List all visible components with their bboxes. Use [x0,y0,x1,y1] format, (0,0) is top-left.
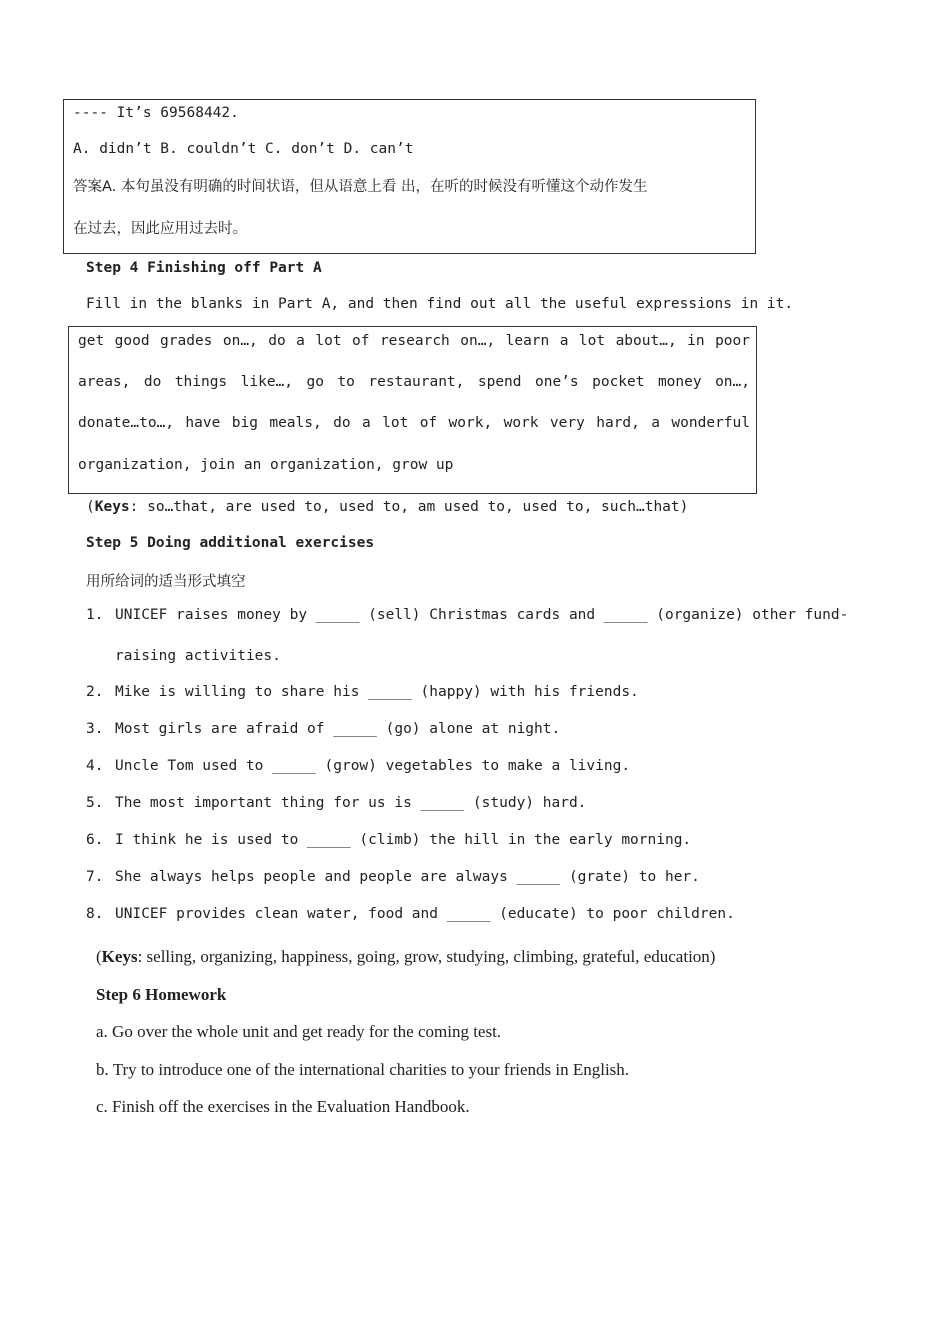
exercise-number-4: 4. [86,758,104,774]
exercise-number-8: 8. [86,906,104,922]
exercise-text-1-cont: raising activities. [115,648,281,664]
exercise-text-7: She always helps people and people are always _____ (grate) to her. [115,869,700,885]
keys-line-1 [86,499,688,515]
keys-open-paren: ( [86,499,95,515]
dialogue-line: ---- It’s 69568442. [73,105,239,121]
step5-instruction: 用所给词的适当形式填空 [86,574,246,590]
keys-line-2 [96,947,715,967]
step6-heading: Step 6 Homework [96,985,227,1004]
exercise-text-2: Mike is willing to share his _____ (happy) with his friends. [115,684,639,700]
homework-item-a: a. Go over the whole unit and get ready for the coming test. [96,1022,502,1041]
exercise-text-4: Uncle Tom used to _____ (grow) vegetables to make a living. [115,758,631,774]
keys-label: Keys [94,499,130,515]
expressions-line-1: get good grades on…, do a lot of research on…, learn a lot about…, in poor [78,333,750,349]
exercise-number-5: 5. [86,795,104,811]
options-line: A. didn’t B. couldn’t C. don’t D. can’t [73,141,414,157]
keys-text: : so…that, are used to, used to, am used to, used to, such…that) [129,499,689,515]
homework-item-b: b. Try to introduce one of the international charities to your friends in English. [96,1060,630,1079]
expressions-line-4: organization, join an organization, grow up [78,457,454,473]
exercise-text-5: The most important thing for us is _____ (study) hard. [115,795,587,811]
exercise-text-3: Most girls are afraid of _____ (go) alone at night. [115,721,561,737]
keys2-text: : selling, organizing, happiness, going, grow, studying, climbing, grateful, education) [137,947,716,966]
exercise-number-2: 2. [86,684,104,700]
step5-heading: Step 5 Doing additional exercises [86,535,375,551]
exercise-number-1: 1. [86,607,104,623]
answer-explanation-line-1: 答案A. 本句虽没有明确的时间状语，但从语意上看 出，在听的时候没有听懂这个动作发生 [73,179,648,195]
step4-heading: Step 4 Finishing off Part A [86,260,322,276]
exercise-text-6: I think he is used to _____ (climb) the hill in the early morning. [115,832,692,848]
exercise-text-1: UNICEF raises money by _____ (sell) Christmas cards and _____ (organize) other fund- [115,607,849,623]
keys2-open-paren: ( [96,947,102,966]
answer-explanation-line-2: 在过去，因此应用过去时。 [73,221,247,237]
exercise-number-6: 6. [86,832,104,848]
step4-instruction: Fill in the blanks in Part A, and then find out all the useful expressions in it. [86,296,794,312]
exercise-number-7: 7. [86,869,104,885]
keys2-label: Keys [101,947,138,966]
exercise-text-8: UNICEF provides clean water, food and _____ (educate) to poor children. [115,906,735,922]
expressions-line-3: donate…to…, have big meals, do a lot of work, work very hard, a wonderful [78,415,750,431]
expressions-line-2: areas, do things like…, go to restaurant, spend one’s pocket money on…, [78,374,750,390]
exercise-number-3: 3. [86,721,104,737]
homework-item-c: c. Finish off the exercises in the Evaluation Handbook. [96,1097,470,1116]
